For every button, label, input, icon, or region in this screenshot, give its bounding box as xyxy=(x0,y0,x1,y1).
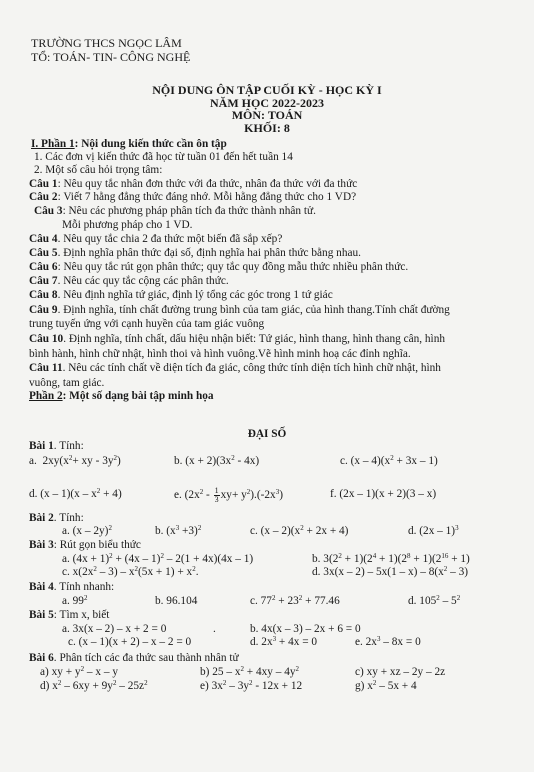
question-8: Câu 8. Nêu định nghĩa tứ giác, định lý tổng các góc trong 1 tứ giác xyxy=(29,289,333,301)
title-line-2: NĂM HỌC 2022-2023 xyxy=(210,96,324,110)
exercise-4b: b. 96.104 xyxy=(155,595,198,607)
exercise-1-heading: Bài 1. Tính: xyxy=(29,440,84,452)
exercise-4d: d. $105^2 - 5^2$ xyxy=(408,594,461,607)
exercise-1e: e. ($2x^2$ - $\frac{1}{3}$ $xy+ y^2).(-2x^3)$ xyxy=(174,485,283,504)
exercise-6b: b) $25 - x^2 + 4xy - 4y^2$ xyxy=(200,665,300,678)
question-11-cont: vuông, tam giác. xyxy=(29,377,105,389)
exercise-3-heading: Bài 3: Rút gọn biểu thức xyxy=(29,539,141,551)
question-5: Câu 5. Định nghĩa phân thức đại số, định nghĩa hai phân thức bằng nhau. xyxy=(29,247,361,259)
department: TỔ: TOÁN- TIN- CÔNG NGHỆ xyxy=(31,50,191,64)
exercise-3c: c. $x(2x^2 - 3) - x^2(5x + 1) + x^2$. xyxy=(62,565,199,578)
exercise-6a: a) xy + $y^2$ – x – y xyxy=(40,665,118,678)
exercise-5c: c. (x – 1)(x + 2) – x – 2 = 0 xyxy=(68,636,192,648)
part1-line-2: 2. Một số câu hỏi trọng tâm: xyxy=(34,164,163,176)
question-2: Câu 2: Viết 7 hằng đẳng thức đáng nhớ. Mỗi hằng đẳng thức cho 1 VD? xyxy=(29,191,357,203)
exercise-4a: a. $99^2$ xyxy=(62,594,88,607)
exercise-4c: c. $77^2 + 23^2 + 77.46$ xyxy=(250,594,340,607)
question-9-cont: trung tuyến ứng với cạnh huyền của tam giác vuông xyxy=(29,318,265,330)
question-6: Câu 6: Nêu quy tắc rút gọn phân thức; quy tắc quy đồng mẫu thức nhiều phân thức. xyxy=(29,261,409,273)
question-11: Câu 11. Nêu các tính chất về diện tích đa giác, công thức tính diện tích hình chữ nhật, hình xyxy=(29,362,441,374)
exercise-5a-mark: . xyxy=(213,623,216,635)
exercise-5b: b. 4x(x – 3) – 2x + 6 = 0 xyxy=(250,623,361,635)
exercise-2-heading: Bài 2. Tính: xyxy=(29,512,84,524)
exercise-6g: g) $x^2 - 5x + 4$ xyxy=(355,679,417,692)
exercise-2d: d. (2x – 1)$^3$ xyxy=(408,524,459,537)
exercise-5d: d. $2x^3 + 4x = 0$ xyxy=(250,635,318,648)
question-3: Câu 3: Nêu các phương pháp phân tích đa thức thành nhân tử. xyxy=(34,205,316,217)
part2-heading: Phần 2: Một số dạng bài tập minh họa xyxy=(29,390,214,402)
question-10: Câu 10. Định nghĩa, tính chất, dấu hiệu nhận biết: Tứ giác, hình thang, hình thang cân, hình xyxy=(29,333,445,345)
exercise-1a: a. $2xy(x^2+$ xy - $3y^2$) xyxy=(29,454,121,467)
question-10-cont: bình hành, hình chữ nhật, hình thoi và hình vuông.Vẽ hình minh hoạ các đỉnh nghĩa. xyxy=(29,348,411,360)
exercise-6-heading: Bài 6. Phân tích các đa thức sau thành nhân tử xyxy=(29,652,239,664)
exercise-6d: d) $x^2 - 6xy + 9y^2 - 25z^2$ xyxy=(40,679,148,692)
exercise-3b: b. $3(2^2 + 1)(2^4 + 1)(2^8 + 1)(2^{16} + 1)$ xyxy=(312,552,470,565)
question-3-cont: Mỗi phương pháp cho 1 VD. xyxy=(62,219,193,231)
question-4: Câu 4. Nêu quy tắc chia 2 đa thức một biến đã sắp xếp? xyxy=(29,233,283,245)
exercise-4-heading: Bài 4. Tính nhanh: xyxy=(29,581,115,593)
school-name: TRƯỜNG THCS NGỌC LÂM xyxy=(31,36,182,50)
exercise-1f: f. (2x – 1)(x + 2)(3 – x) xyxy=(330,488,437,500)
title-line-1: NỘI DUNG ÔN TẬP CUỐI KỲ - HỌC KỲ I xyxy=(152,83,382,97)
part1-heading: I. Phần 1: Nội dung kiến thức cần ôn tập xyxy=(31,138,227,150)
title-line-3: MÔN: TOÁN xyxy=(231,108,303,122)
section-heading: ĐẠI SỐ xyxy=(247,428,287,440)
question-7: Câu 7. Nêu các quy tắc cộng các phân thức. xyxy=(29,275,229,287)
question-1: Câu 1: Nêu quy tắc nhân đơn thức với đa thức, nhân đa thức với đa thức xyxy=(29,178,358,190)
exercise-2c: c. $(x - 2)(x^2 + 2x + 4)$ xyxy=(250,524,349,537)
part1-line-1: 1. Các đơn vị kiến thức đã học từ tuần 01 đến hết tuần 14 xyxy=(34,151,293,163)
exercise-1d: d. $(x - 1)(x - x^2 + 4)$ xyxy=(29,487,122,500)
title-line-4: KHỐI: 8 xyxy=(244,121,290,135)
exercise-2b: b. $(x^3 +3)^2$ xyxy=(155,524,202,537)
question-9: Câu 9. Định nghĩa, tính chất đường trung bình của tam giác, của hình thang.Tính chất đường xyxy=(29,304,450,316)
exercise-6c: c) xy + xz – 2y – 2z xyxy=(355,666,446,678)
exercise-3d: d. $3x(x - 2) - 5x(1 - x) - 8(x^2 - 3)$ xyxy=(312,565,468,578)
exercise-6e: e) $3x^2 - 3y^2 - 12x + 12$ xyxy=(200,679,303,692)
exercise-5-heading: Bài 5: Tìm x, biết xyxy=(29,609,110,621)
exercise-5e: e. $2x^3 - 8x = 0$ xyxy=(355,635,421,648)
exercise-3a: a. $(4x + 1)^2 + (4x - 1)^2 - 2(1 + 4x)(4x - 1)$ xyxy=(62,552,254,565)
exercise-1b: b. $(x + 2)(3x^2 - 4x)$ xyxy=(174,454,260,467)
exercise-2a: a. (x – 2y)$^2$ xyxy=(62,524,112,537)
exercise-1c: c. $(x - 4)(x^2 + 3x - 1)$ xyxy=(340,454,438,467)
exercise-5a: a. 3x(x – 2) – x + 2 = 0 xyxy=(62,623,167,635)
